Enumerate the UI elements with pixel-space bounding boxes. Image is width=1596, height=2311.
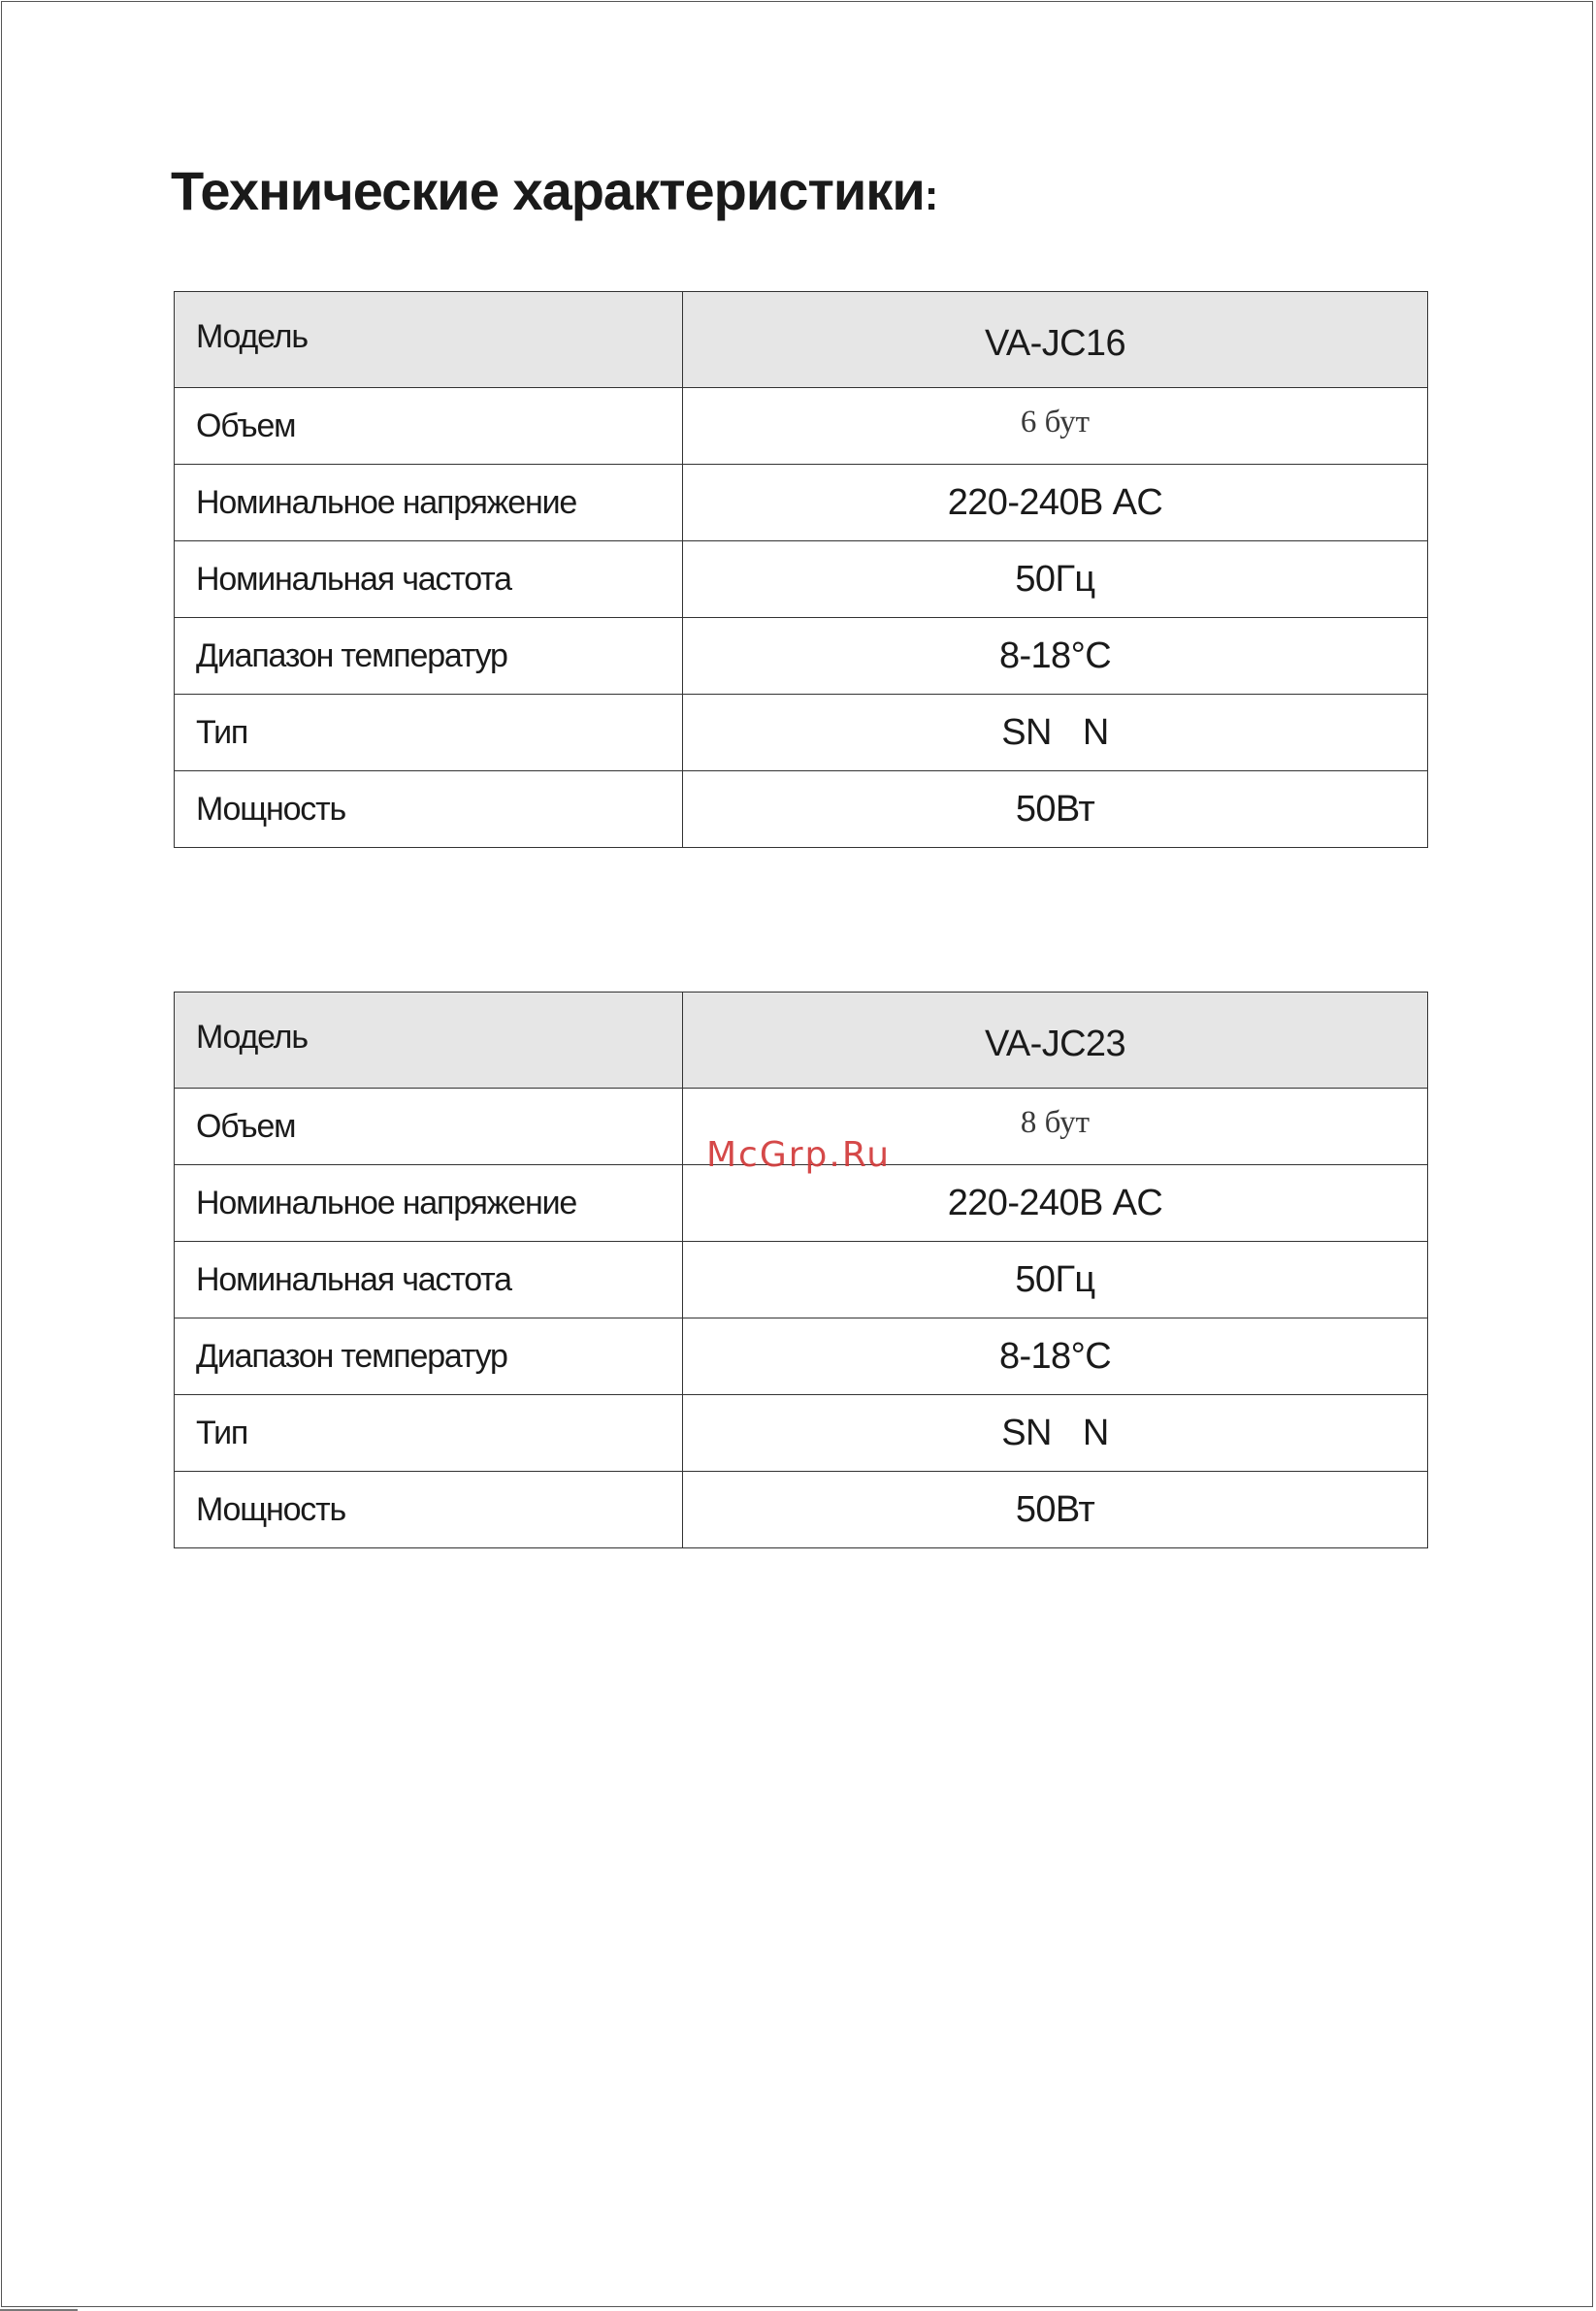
voltage-value: 220-240В AC	[683, 1165, 1428, 1242]
table-row	[175, 993, 1428, 1089]
power-value: 50Вт	[683, 771, 1428, 848]
table-row	[175, 1165, 1428, 1242]
frequency-label: Номинальная частота	[175, 1242, 683, 1318]
model-value: VA-JC16	[683, 292, 1428, 388]
table-row	[175, 388, 1428, 465]
spec-table-va-jc23	[174, 992, 1428, 1548]
volume-label: Объем	[175, 1089, 683, 1165]
page-title-colon: :	[924, 172, 938, 219]
model-label: Модель	[175, 993, 683, 1089]
table-row	[175, 695, 1428, 771]
page-title	[171, 159, 937, 222]
table-row	[175, 771, 1428, 848]
temperature-range-value: 8-18°C	[683, 1318, 1428, 1395]
temperature-range-label: Диапазон температур	[175, 1318, 683, 1395]
table-row	[175, 1242, 1428, 1318]
voltage-value: 220-240В AC	[683, 465, 1428, 541]
voltage-label: Номинальное напряжение	[175, 465, 683, 541]
type-label: Тип	[175, 695, 683, 771]
table-row	[175, 465, 1428, 541]
table-row	[175, 1472, 1428, 1548]
table-row	[175, 292, 1428, 388]
volume-label: Объем	[175, 388, 683, 465]
power-label: Мощность	[175, 1472, 683, 1548]
table-row	[175, 541, 1428, 618]
page-title-text: Технические характеристики	[171, 160, 925, 221]
watermark: McGrp.Ru	[706, 1135, 892, 1175]
type-value: SN N	[683, 1395, 1428, 1472]
table-row	[175, 1395, 1428, 1472]
temperature-range-value: 8-18°C	[683, 618, 1428, 695]
temperature-range-label: Диапазон температур	[175, 618, 683, 695]
frequency-value: 50Гц	[683, 1242, 1428, 1318]
volume-value: 8 бут	[683, 1089, 1428, 1165]
power-label: Мощность	[175, 771, 683, 848]
table-row	[175, 1318, 1428, 1395]
model-label: Модель	[175, 292, 683, 388]
volume-value: 6 бут	[683, 388, 1428, 465]
frequency-value: 50Гц	[683, 541, 1428, 618]
voltage-label: Номинальное напряжение	[175, 1165, 683, 1242]
frequency-label: Номинальная частота	[175, 541, 683, 618]
type-value: SN N	[683, 695, 1428, 771]
power-value: 50Вт	[683, 1472, 1428, 1548]
type-label: Тип	[175, 1395, 683, 1472]
spec-table-va-jc16	[174, 291, 1428, 848]
model-value: VA-JC23	[683, 993, 1428, 1089]
table-row	[175, 618, 1428, 695]
